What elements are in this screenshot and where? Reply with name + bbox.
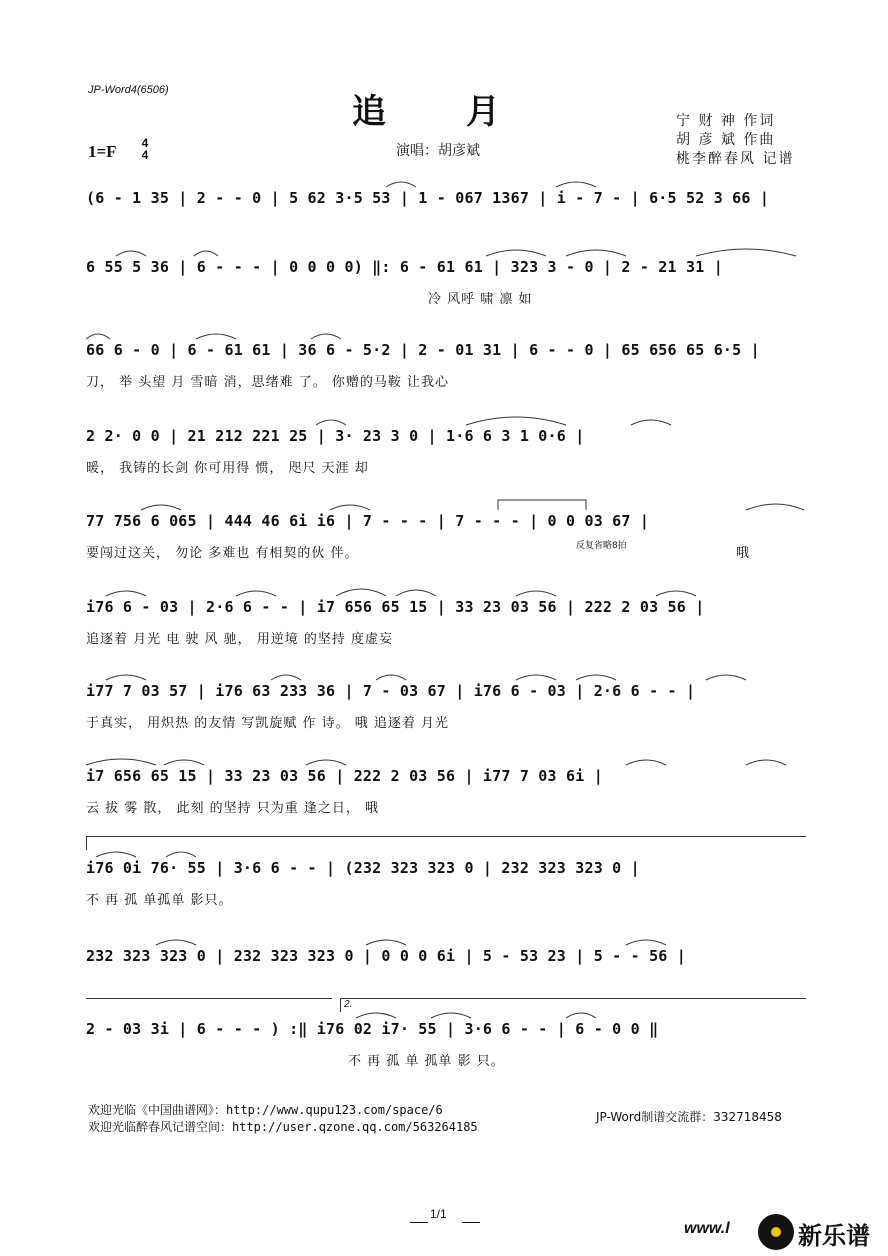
slur-marks xyxy=(86,409,806,429)
slur-marks xyxy=(86,580,806,600)
jianpu-notes-line: 232 323 323 0 | 232 323 323 0 | 0 0 0 6i | 5 - 53 23 | 5 - - 56 | xyxy=(86,947,686,965)
jianpu-notes-line: (6 - 1 35 | 2 - - 0 | 5 62 3·5 53 | 1 - 067 1367 | i - 7 - | 6·5 52 3 66 | xyxy=(86,189,770,207)
lyrics-line: 暖， 我铸的长剑 你可用得 惯， 咫尺 天涯 却 xyxy=(86,461,369,476)
slur-marks xyxy=(86,323,806,343)
composer-credit: 胡 彦 斌 作曲 xyxy=(676,132,776,148)
second-ending-bracket-tick xyxy=(340,998,341,1012)
time-signature xyxy=(138,137,152,161)
ending-bracket-line xyxy=(86,836,806,837)
page-number-line-left xyxy=(410,1222,428,1223)
slur-marks xyxy=(86,240,806,260)
jianpu-notes-line: 2 2· 0 0 | 21 212 221 25 | 3· 23 3 0 | 1·6 6 3 1 0·6 | xyxy=(86,427,585,445)
second-ending-label: 2. xyxy=(344,999,353,1010)
jianpu-notes-line: i76 0i 76· 55 | 3·6 6 - - | (232 323 323 0 | 232 323 323 0 | xyxy=(86,859,640,877)
logo-name: 新乐谱 xyxy=(798,1222,870,1250)
singer-credit: 演唱：胡彦斌 xyxy=(396,143,480,159)
slur-marks xyxy=(86,664,806,684)
slur-marks xyxy=(86,1002,806,1022)
footer-link-2[interactable]: 欢迎光临醉春风记谱空间：http://user.qzone.qq.com/563264185 xyxy=(88,1120,478,1134)
ending-bracket-tick xyxy=(86,836,87,850)
second-ending-bracket-line xyxy=(340,998,806,999)
jianpu-notes-line: 2 - 03 3i | 6 - - - ) :‖ i76 02 i7· 55 | 3·6 6 - - | 6 - 0 0 ‖ xyxy=(86,1020,659,1038)
first-ending-bracket-line xyxy=(86,998,332,999)
repeat-note: 反复省略8拍 xyxy=(576,541,627,551)
lyrics-line: 于真实， 用炽热 的友情 写凯旋赋 作 诗。 哦 追逐着 月光 xyxy=(86,716,450,731)
logo-url: www.l xyxy=(684,1220,730,1237)
lyrics-line: 要闯过这关， 勿论 多难也 有相契的伙 伴。 xyxy=(86,546,359,561)
footer-link-1[interactable]: 欢迎光临《中国曲谱网》：http://www.qupu123.com/space/6 xyxy=(88,1103,443,1117)
lyrics-line: 刀， 举 头望 月 雪暗 消，思绪难 了。 你赠的马鞍 让我心 xyxy=(86,375,450,390)
song-title: 追月 xyxy=(352,92,580,132)
slur-marks xyxy=(86,929,806,949)
jianpu-notes-line: i76 6 - 03 | 2·6 6 - - | i7 656 65 15 | 33 23 03 56 | 222 2 03 56 | xyxy=(86,598,705,616)
key-signature: 1=F xyxy=(88,142,117,161)
slur-marks xyxy=(86,841,806,861)
vinyl-disc-icon xyxy=(758,1214,794,1250)
footer-group: JP-Word制谱交流群：332718458 xyxy=(596,1110,782,1124)
jianpu-notes-line: 77 756 6 065 | 444 46 6i i6 | 7 - - - | 7 - - - | 0 0 03 67 | xyxy=(86,512,650,530)
slur-marks xyxy=(86,171,806,191)
time-signature-bottom: 4 xyxy=(141,148,149,162)
lyrics-line: 追逐着 月光 电 驶 风 驰， 用逆境 的坚持 度虚妄 xyxy=(86,632,394,647)
slur-marks xyxy=(86,494,806,514)
time-signature-top: 4 xyxy=(141,136,149,150)
lyrics-line: 冷 风呼 啸 凛 如 xyxy=(428,292,533,307)
page-number: 1/1 xyxy=(430,1207,447,1221)
lyrics-line: 不 再 孤 单孤单 影只。 xyxy=(86,893,233,908)
jianpu-notes-line: 6 55 5 36 | 6 - - - | 0 0 0 0) ‖: 6 - 61 61 | 323 3 - 0 | 2 - 21 31 | xyxy=(86,258,723,276)
software-label: JP-Word4(6506) xyxy=(88,84,169,96)
page-number-line-right xyxy=(462,1222,480,1223)
lyrics-line: 云 拔 雾 散， 此刻 的坚持 只为重 逢之日， 哦 xyxy=(86,801,380,816)
jianpu-notes-line: i7 656 65 15 | 33 23 03 56 | 222 2 03 56 | i77 7 03 6i | xyxy=(86,767,603,785)
jianpu-notes-line: i77 7 03 57 | i76 63 233 36 | 7 - 03 67 | i76 6 - 03 | 2·6 6 - - | xyxy=(86,682,696,700)
transcriber-credit: 桃李醉春风 记谱 xyxy=(676,151,795,167)
lyricist-credit: 宁 财 神 作词 xyxy=(676,113,776,129)
lyrics-line: 不 再 孤 单 孤单 影 只。 xyxy=(348,1054,505,1069)
lyric-oh: 哦 xyxy=(736,546,750,561)
slur-marks xyxy=(86,749,806,769)
jianpu-notes-line: 66 6 - 0 | 6 - 61 61 | 36 6 - 5·2 | 2 - 01 31 | 6 - - 0 | 65 656 65 6·5 | xyxy=(86,341,760,359)
